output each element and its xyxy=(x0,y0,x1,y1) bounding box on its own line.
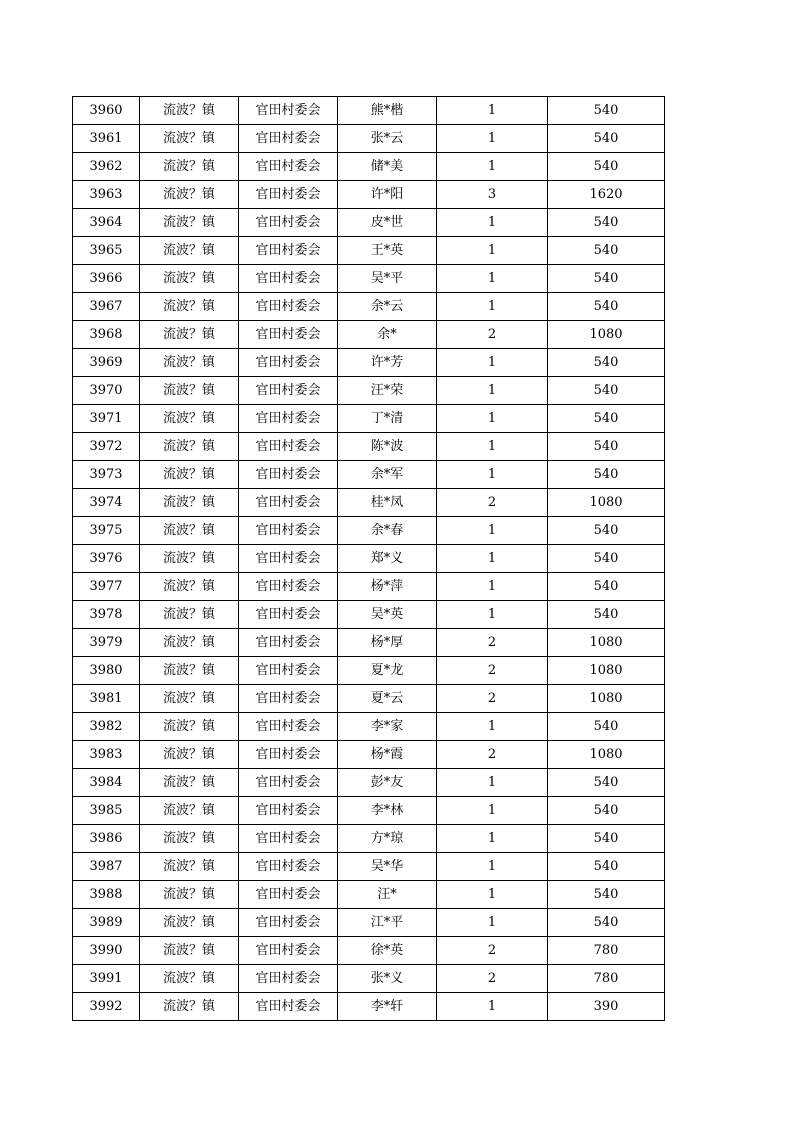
row-number-cell: 3960 xyxy=(73,97,140,125)
town-cell: 流波？镇 xyxy=(140,657,239,685)
table-row xyxy=(73,265,665,293)
row-number-cell: 3973 xyxy=(73,461,140,489)
table-row xyxy=(73,601,665,629)
amount-cell: 540 xyxy=(548,853,665,881)
village-committee-cell: 官田村委会 xyxy=(239,153,338,181)
amount-cell: 540 xyxy=(548,797,665,825)
name-cell: 夏*龙 xyxy=(338,657,437,685)
amount-cell: 780 xyxy=(548,965,665,993)
name-cell: 余* xyxy=(338,321,437,349)
name-cell: 彭*友 xyxy=(338,769,437,797)
town-cell: 流波？镇 xyxy=(140,545,239,573)
amount-cell: 540 xyxy=(548,237,665,265)
person-count-cell: 1 xyxy=(437,377,548,405)
name-cell: 许*阳 xyxy=(338,181,437,209)
amount-cell: 540 xyxy=(548,293,665,321)
name-cell: 吴*华 xyxy=(338,853,437,881)
row-number-cell: 3971 xyxy=(73,405,140,433)
village-committee-cell: 官田村委会 xyxy=(239,405,338,433)
table-row xyxy=(73,349,665,377)
village-committee-cell: 官田村委会 xyxy=(239,489,338,517)
town-cell: 流波？镇 xyxy=(140,517,239,545)
town-cell: 流波？镇 xyxy=(140,181,239,209)
town-cell: 流波？镇 xyxy=(140,769,239,797)
person-count-cell: 2 xyxy=(437,489,548,517)
amount-cell: 540 xyxy=(548,545,665,573)
table-row xyxy=(73,769,665,797)
village-committee-cell: 官田村委会 xyxy=(239,825,338,853)
person-count-cell: 1 xyxy=(437,769,548,797)
person-count-cell: 1 xyxy=(437,713,548,741)
village-committee-cell: 官田村委会 xyxy=(239,937,338,965)
amount-cell: 1620 xyxy=(548,181,665,209)
table-row xyxy=(73,209,665,237)
amount-cell: 1080 xyxy=(548,629,665,657)
table-row xyxy=(73,797,665,825)
table-row xyxy=(73,321,665,349)
person-count-cell: 1 xyxy=(437,573,548,601)
village-committee-cell: 官田村委会 xyxy=(239,461,338,489)
town-cell: 流波？镇 xyxy=(140,629,239,657)
person-count-cell: 2 xyxy=(437,741,548,769)
town-cell: 流波？镇 xyxy=(140,881,239,909)
town-cell: 流波？镇 xyxy=(140,937,239,965)
amount-cell: 540 xyxy=(548,153,665,181)
village-committee-cell: 官田村委会 xyxy=(239,601,338,629)
village-committee-cell: 官田村委会 xyxy=(239,881,338,909)
town-cell: 流波？镇 xyxy=(140,965,239,993)
town-cell: 流波？镇 xyxy=(140,489,239,517)
town-cell: 流波？镇 xyxy=(140,405,239,433)
person-count-cell: 1 xyxy=(437,461,548,489)
row-number-cell: 3963 xyxy=(73,181,140,209)
row-number-cell: 3979 xyxy=(73,629,140,657)
table-row xyxy=(73,937,665,965)
town-cell: 流波？镇 xyxy=(140,601,239,629)
table-row xyxy=(73,489,665,517)
table-row xyxy=(73,405,665,433)
roster-table xyxy=(72,96,665,1021)
village-committee-cell: 官田村委会 xyxy=(239,321,338,349)
village-committee-cell: 官田村委会 xyxy=(239,909,338,937)
town-cell: 流波？镇 xyxy=(140,573,239,601)
amount-cell: 540 xyxy=(548,769,665,797)
person-count-cell: 1 xyxy=(437,825,548,853)
town-cell: 流波？镇 xyxy=(140,293,239,321)
row-number-cell: 3964 xyxy=(73,209,140,237)
name-cell: 李*轩 xyxy=(338,993,437,1021)
person-count-cell: 1 xyxy=(437,853,548,881)
row-number-cell: 3976 xyxy=(73,545,140,573)
name-cell: 李*林 xyxy=(338,797,437,825)
village-committee-cell: 官田村委会 xyxy=(239,237,338,265)
person-count-cell: 2 xyxy=(437,629,548,657)
amount-cell: 540 xyxy=(548,97,665,125)
table-row xyxy=(73,377,665,405)
name-cell: 汪* xyxy=(338,881,437,909)
amount-cell: 540 xyxy=(548,405,665,433)
row-number-cell: 3970 xyxy=(73,377,140,405)
amount-cell: 540 xyxy=(548,825,665,853)
amount-cell: 540 xyxy=(548,517,665,545)
town-cell: 流波？镇 xyxy=(140,265,239,293)
table-row xyxy=(73,993,665,1021)
name-cell: 余*军 xyxy=(338,461,437,489)
name-cell: 杨*萍 xyxy=(338,573,437,601)
row-number-cell: 3988 xyxy=(73,881,140,909)
town-cell: 流波？镇 xyxy=(140,909,239,937)
row-number-cell: 3977 xyxy=(73,573,140,601)
table-row xyxy=(73,293,665,321)
person-count-cell: 1 xyxy=(437,433,548,461)
town-cell: 流波？镇 xyxy=(140,433,239,461)
village-committee-cell: 官田村委会 xyxy=(239,293,338,321)
row-number-cell: 3961 xyxy=(73,125,140,153)
row-number-cell: 3962 xyxy=(73,153,140,181)
person-count-cell: 1 xyxy=(437,909,548,937)
name-cell: 张*云 xyxy=(338,125,437,153)
amount-cell: 540 xyxy=(548,601,665,629)
row-number-cell: 3965 xyxy=(73,237,140,265)
row-number-cell: 3982 xyxy=(73,713,140,741)
table-row xyxy=(73,657,665,685)
village-committee-cell: 官田村委会 xyxy=(239,545,338,573)
name-cell: 丁*清 xyxy=(338,405,437,433)
amount-cell: 540 xyxy=(548,909,665,937)
name-cell: 夏*云 xyxy=(338,685,437,713)
name-cell: 许*芳 xyxy=(338,349,437,377)
person-count-cell: 1 xyxy=(437,993,548,1021)
person-count-cell: 1 xyxy=(437,265,548,293)
town-cell: 流波？镇 xyxy=(140,825,239,853)
row-number-cell: 3972 xyxy=(73,433,140,461)
name-cell: 吴*英 xyxy=(338,601,437,629)
amount-cell: 540 xyxy=(548,265,665,293)
person-count-cell: 1 xyxy=(437,405,548,433)
row-number-cell: 3975 xyxy=(73,517,140,545)
village-committee-cell: 官田村委会 xyxy=(239,629,338,657)
table-row xyxy=(73,881,665,909)
row-number-cell: 3981 xyxy=(73,685,140,713)
village-committee-cell: 官田村委会 xyxy=(239,377,338,405)
name-cell: 余*云 xyxy=(338,293,437,321)
amount-cell: 540 xyxy=(548,881,665,909)
person-count-cell: 2 xyxy=(437,685,548,713)
table-row xyxy=(73,461,665,489)
roster-table-body xyxy=(73,97,665,1021)
name-cell: 汪*荣 xyxy=(338,377,437,405)
table-row xyxy=(73,237,665,265)
village-committee-cell: 官田村委会 xyxy=(239,349,338,377)
town-cell: 流波？镇 xyxy=(140,349,239,377)
town-cell: 流波？镇 xyxy=(140,209,239,237)
amount-cell: 540 xyxy=(548,349,665,377)
village-committee-cell: 官田村委会 xyxy=(239,993,338,1021)
row-number-cell: 3967 xyxy=(73,293,140,321)
town-cell: 流波？镇 xyxy=(140,97,239,125)
row-number-cell: 3974 xyxy=(73,489,140,517)
name-cell: 余*春 xyxy=(338,517,437,545)
village-committee-cell: 官田村委会 xyxy=(239,853,338,881)
amount-cell: 1080 xyxy=(548,685,665,713)
name-cell: 熊*楷 xyxy=(338,97,437,125)
row-number-cell: 3987 xyxy=(73,853,140,881)
town-cell: 流波？镇 xyxy=(140,321,239,349)
row-number-cell: 3984 xyxy=(73,769,140,797)
table-row xyxy=(73,125,665,153)
table-row xyxy=(73,965,665,993)
amount-cell: 540 xyxy=(548,377,665,405)
village-committee-cell: 官田村委会 xyxy=(239,713,338,741)
village-committee-cell: 官田村委会 xyxy=(239,433,338,461)
person-count-cell: 3 xyxy=(437,181,548,209)
village-committee-cell: 官田村委会 xyxy=(239,657,338,685)
town-cell: 流波？镇 xyxy=(140,713,239,741)
town-cell: 流波？镇 xyxy=(140,993,239,1021)
village-committee-cell: 官田村委会 xyxy=(239,97,338,125)
name-cell: 吴*平 xyxy=(338,265,437,293)
table-row xyxy=(73,181,665,209)
name-cell: 张*义 xyxy=(338,965,437,993)
amount-cell: 1080 xyxy=(548,489,665,517)
person-count-cell: 1 xyxy=(437,349,548,377)
row-number-cell: 3980 xyxy=(73,657,140,685)
row-number-cell: 3990 xyxy=(73,937,140,965)
village-committee-cell: 官田村委会 xyxy=(239,125,338,153)
town-cell: 流波？镇 xyxy=(140,853,239,881)
village-committee-cell: 官田村委会 xyxy=(239,181,338,209)
town-cell: 流波？镇 xyxy=(140,461,239,489)
amount-cell: 780 xyxy=(548,937,665,965)
row-number-cell: 3991 xyxy=(73,965,140,993)
amount-cell: 540 xyxy=(548,713,665,741)
village-committee-cell: 官田村委会 xyxy=(239,685,338,713)
name-cell: 江*平 xyxy=(338,909,437,937)
person-count-cell: 1 xyxy=(437,153,548,181)
row-number-cell: 3992 xyxy=(73,993,140,1021)
person-count-cell: 1 xyxy=(437,797,548,825)
row-number-cell: 3989 xyxy=(73,909,140,937)
person-count-cell: 2 xyxy=(437,321,548,349)
village-committee-cell: 官田村委会 xyxy=(239,741,338,769)
name-cell: 陈*波 xyxy=(338,433,437,461)
name-cell: 徐*英 xyxy=(338,937,437,965)
table-row xyxy=(73,825,665,853)
name-cell: 方*琼 xyxy=(338,825,437,853)
village-committee-cell: 官田村委会 xyxy=(239,965,338,993)
table-row xyxy=(73,853,665,881)
person-count-cell: 1 xyxy=(437,601,548,629)
amount-cell: 1080 xyxy=(548,657,665,685)
table-row xyxy=(73,97,665,125)
table-row xyxy=(73,153,665,181)
amount-cell: 540 xyxy=(548,461,665,489)
name-cell: 李*家 xyxy=(338,713,437,741)
name-cell: 皮*世 xyxy=(338,209,437,237)
amount-cell: 540 xyxy=(548,573,665,601)
village-committee-cell: 官田村委会 xyxy=(239,209,338,237)
town-cell: 流波？镇 xyxy=(140,153,239,181)
name-cell: 郑*义 xyxy=(338,545,437,573)
village-committee-cell: 官田村委会 xyxy=(239,797,338,825)
village-committee-cell: 官田村委会 xyxy=(239,769,338,797)
amount-cell: 540 xyxy=(548,433,665,461)
person-count-cell: 1 xyxy=(437,293,548,321)
row-number-cell: 3968 xyxy=(73,321,140,349)
amount-cell: 1080 xyxy=(548,321,665,349)
row-number-cell: 3969 xyxy=(73,349,140,377)
person-count-cell: 2 xyxy=(437,937,548,965)
name-cell: 杨*厚 xyxy=(338,629,437,657)
person-count-cell: 1 xyxy=(437,237,548,265)
amount-cell: 540 xyxy=(548,125,665,153)
amount-cell: 540 xyxy=(548,209,665,237)
table-row xyxy=(73,573,665,601)
table-row xyxy=(73,909,665,937)
row-number-cell: 3986 xyxy=(73,825,140,853)
row-number-cell: 3983 xyxy=(73,741,140,769)
village-committee-cell: 官田村委会 xyxy=(239,265,338,293)
town-cell: 流波？镇 xyxy=(140,797,239,825)
town-cell: 流波？镇 xyxy=(140,125,239,153)
table-row xyxy=(73,713,665,741)
village-committee-cell: 官田村委会 xyxy=(239,517,338,545)
table-row xyxy=(73,517,665,545)
town-cell: 流波？镇 xyxy=(140,685,239,713)
person-count-cell: 2 xyxy=(437,657,548,685)
row-number-cell: 3978 xyxy=(73,601,140,629)
row-number-cell: 3985 xyxy=(73,797,140,825)
person-count-cell: 1 xyxy=(437,209,548,237)
table-row xyxy=(73,545,665,573)
person-count-cell: 2 xyxy=(437,965,548,993)
table-row xyxy=(73,629,665,657)
person-count-cell: 1 xyxy=(437,517,548,545)
name-cell: 储*美 xyxy=(338,153,437,181)
town-cell: 流波？镇 xyxy=(140,237,239,265)
person-count-cell: 1 xyxy=(437,125,548,153)
amount-cell: 390 xyxy=(548,993,665,1021)
town-cell: 流波？镇 xyxy=(140,377,239,405)
amount-cell: 1080 xyxy=(548,741,665,769)
row-number-cell: 3966 xyxy=(73,265,140,293)
person-count-cell: 1 xyxy=(437,881,548,909)
table-row xyxy=(73,741,665,769)
town-cell: 流波？镇 xyxy=(140,741,239,769)
name-cell: 王*英 xyxy=(338,237,437,265)
name-cell: 杨*霞 xyxy=(338,741,437,769)
table-row xyxy=(73,685,665,713)
name-cell: 桂*凤 xyxy=(338,489,437,517)
person-count-cell: 1 xyxy=(437,545,548,573)
village-committee-cell: 官田村委会 xyxy=(239,573,338,601)
table-row xyxy=(73,433,665,461)
person-count-cell: 1 xyxy=(437,97,548,125)
